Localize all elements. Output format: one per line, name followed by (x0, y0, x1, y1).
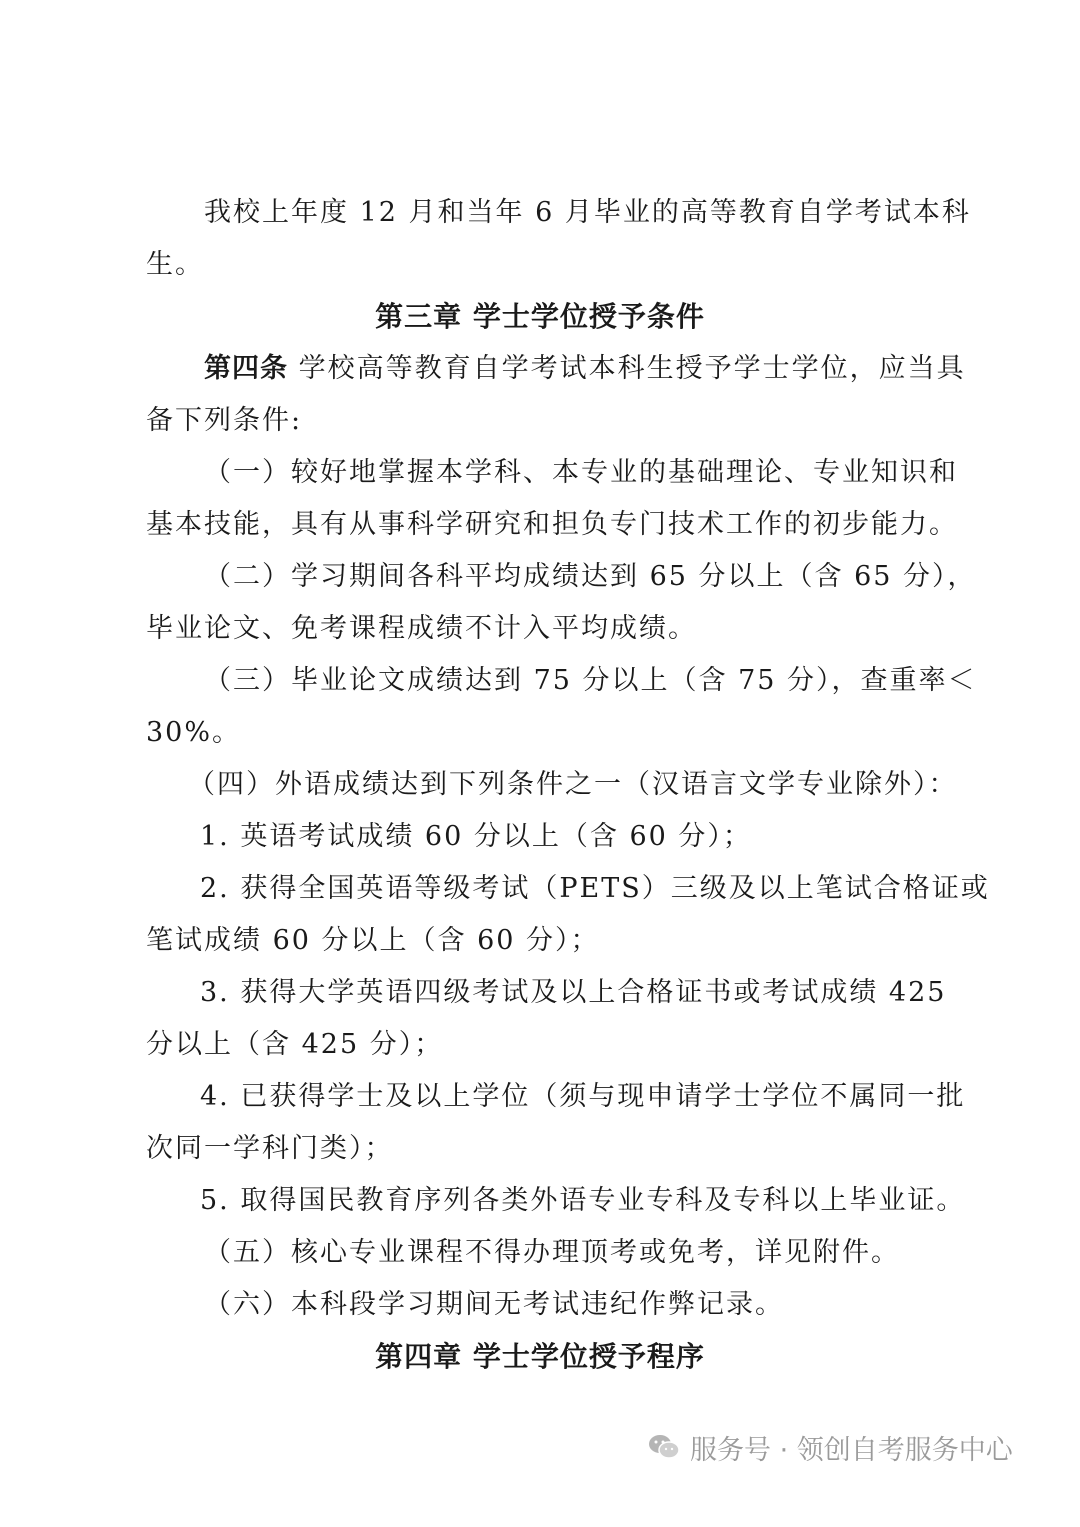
condition-3-line: （三）毕业论文成绩达到 75 分以上（含 75 分），查重率＜ (204, 665, 977, 696)
watermark (648, 1425, 1013, 1469)
article-4-line (204, 349, 994, 389)
chapter-4-heading: 第四章 学士学位授予程序 (375, 1340, 705, 1373)
condition-2-line: （二）学习期间各科平均成绩达到 65 分以上（含 65 分）， (204, 561, 977, 592)
paragraph-line: 基本技能，具有从事科学研究和担负专门技术工作的初步能力。 (146, 509, 958, 540)
condition-4-item-2: 2. 获得全国英语等级考试（PETS）三级及以上笔试合格证或 (200, 873, 990, 904)
condition-1-line: （一）较好地掌握本学科、本专业的基础理论、专业知识和 (204, 457, 958, 488)
paragraph-line: 分以上（含 425 分）； (146, 1029, 444, 1060)
condition-4-item-1: 1. 英语考试成绩 60 分以上（含 60 分）； (200, 821, 752, 852)
condition-6-line: （六）本科段学习期间无考试违纪作弊记录。 (204, 1289, 784, 1320)
paragraph-line: 毕业论文、免考课程成绩不计入平均成绩。 (146, 613, 697, 644)
article-4-text: 学校高等教育自学考试本科生授予学士学位，应当具 (298, 353, 966, 384)
chapter-3-heading: 第三章 学士学位授予条件 (375, 300, 705, 333)
condition-4-line: （四）外语成绩达到下列条件之一（汉语言文学专业除外）： (188, 769, 958, 800)
paragraph-line: 次同一学科门类）； (146, 1133, 394, 1164)
condition-4-item-5: 5. 取得国民教育序列各类外语专业专科及专科以上毕业证。 (200, 1185, 966, 1216)
condition-4-item-3: 3. 获得大学英语四级考试及以上合格证书或考试成绩 425 (200, 977, 947, 1008)
watermark-text: 服务号 · 领创自考服务中心 (690, 1434, 1013, 1466)
article-4-label: 第四条 (204, 353, 288, 384)
paragraph-line: 我校上年度 12 月和当年 6 月毕业的高等教育自学考试本科 (204, 197, 971, 228)
paragraph-line: 30%。 (146, 717, 242, 748)
condition-5-line: （五）核心专业课程不得办理顶考或免考，详见附件。 (204, 1237, 900, 1268)
paragraph-line: 备下列条件: (146, 405, 303, 436)
wechat-icon (648, 1433, 680, 1461)
paragraph-line: 笔试成绩 60 分以上（含 60 分）； (146, 925, 600, 956)
paragraph-line: 生。 (146, 249, 204, 280)
condition-4-item-4: 4. 已获得学士及以上学位（须与现申请学士学位不属同一批 (200, 1081, 966, 1112)
